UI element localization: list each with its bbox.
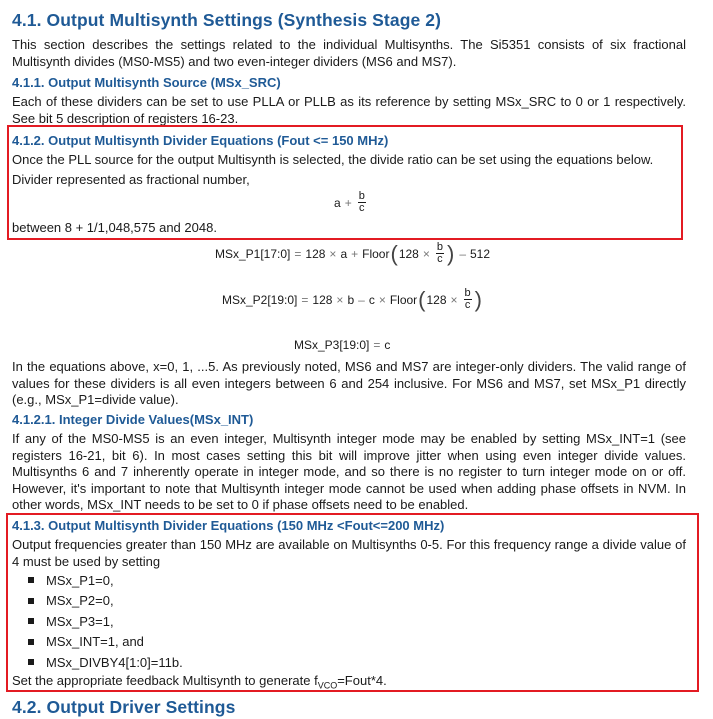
eq-p1-minus: –	[459, 246, 466, 261]
section-4-1-2-line2: Divider represented as fractional number,	[12, 172, 250, 187]
eq-p1-plus: +	[351, 246, 359, 261]
eq-p2-c: c	[368, 292, 375, 307]
list-item	[28, 632, 183, 653]
right-paren: )	[474, 286, 482, 312]
equation-p2	[222, 288, 483, 311]
footer-text-post: =Fout*4.	[337, 673, 387, 688]
eq-p2-minus: –	[358, 292, 365, 307]
eq-p1-equals: =	[294, 246, 302, 261]
list-item-text: MSx_P2=0,	[46, 593, 114, 609]
section-4-1-intro: This section describes the settings related to the individual Multisynths. The Si5351 consists of six fractional Multisynth divides (MS0-MS5) and two even-integer dividers (MS6 and MS7).	[12, 37, 686, 69]
eq-p1-lhs: MSx_P1[17:0]	[215, 246, 291, 261]
eq-p1-t2: 128	[398, 246, 419, 261]
eq-p1-fraction	[436, 242, 444, 265]
section-4-1-2-1-title: 4.1.2.1. Integer Divide Values(MSx_INT)	[12, 412, 254, 427]
plus-sign: +	[344, 195, 352, 210]
eq-p2-t2: 128	[426, 292, 447, 307]
section-4-1-3-title: 4.1.3. Output Multisynth Divider Equations (150 MHz <Fout<=200 MHz)	[12, 518, 445, 533]
eq-p2-lhs: MSx_P2[19:0]	[222, 292, 298, 307]
eq-p1-num: b	[436, 241, 443, 253]
eq-p2-times: ×	[336, 292, 344, 307]
list-item	[28, 652, 183, 673]
bullet-square-icon	[28, 598, 34, 604]
left-paren: (	[418, 286, 426, 312]
section-4-1-3-body: Output frequencies greater than 150 MHz are available on Multisynths 0-5. For this frequency range a divide value of 4 must be used by setting	[12, 537, 686, 569]
bullet-square-icon	[28, 577, 34, 583]
eq-p3-equals: =	[373, 338, 381, 352]
eq-p1-den: c	[437, 253, 443, 265]
section-4-2-title: 4.2. Output Driver Settings	[12, 697, 236, 717]
left-paren: (	[390, 240, 398, 266]
eq-p3-lhs: MSx_P3[19:0]	[294, 338, 370, 352]
section-4-1-1-title: 4.1.1. Output Multisynth Source (MSx_SRC)	[12, 75, 281, 90]
section-4-1-title: 4.1. Output Multisynth Settings (Synthesis Stage 2)	[12, 10, 442, 30]
list-item	[28, 591, 183, 612]
footer-subscript: VCO	[317, 680, 338, 691]
eq-p2-t1: 128	[312, 292, 333, 307]
eq-p2-b: b	[347, 292, 355, 307]
bullet-square-icon	[28, 659, 34, 665]
section-4-1-2-line1: Once the PLL source for the output Multisynth is selected, the divide ratio can be set using the equations below.	[12, 152, 654, 167]
fraction-a-plus-b-over-c	[334, 191, 368, 214]
var-a: a	[334, 195, 341, 210]
list-item-text: MSx_DIVBY4[1:0]=11b.	[46, 654, 183, 670]
eq-p1-t3: 512	[470, 246, 491, 261]
footer-text-pre: Set the appropriate feedback Multisynth to generate f	[12, 673, 318, 688]
list-item	[28, 570, 183, 591]
eq-p2-den: c	[464, 299, 471, 311]
eq-p3-rhs: c	[384, 338, 391, 352]
eq-p1-floor: Floor	[362, 246, 390, 261]
denominator-c: c	[359, 202, 365, 214]
eq-p1-t1: 128	[305, 246, 326, 261]
section-4-1-3-footer	[12, 673, 387, 694]
eq-p2-fraction	[464, 288, 472, 311]
bullet-square-icon	[28, 639, 34, 645]
register-settings-list	[28, 570, 183, 673]
eq-p2-floor: Floor	[389, 292, 418, 307]
eq-p1-times-2: ×	[422, 246, 430, 261]
list-item	[28, 611, 183, 632]
eq-p2-times-2: ×	[378, 292, 386, 307]
eq-p2-num: b	[464, 287, 471, 299]
section-4-1-1-body: Each of these dividers can be set to use PLLA or PLLB as its reference by setting MSx_SRC to 0 or 1 respectively. See bit 5 description of registers 16-23.	[12, 94, 686, 126]
eq-p1-a: a	[340, 246, 348, 261]
equation-p1	[215, 242, 490, 265]
eq-p2-times-3: ×	[450, 292, 458, 307]
bullet-square-icon	[28, 618, 34, 624]
eq-p2-equals: =	[301, 292, 309, 307]
list-item-text: MSx_INT=1, and	[46, 634, 144, 650]
equation-p3	[294, 338, 390, 352]
section-4-1-2-after: In the equations above, x=0, 1, ...5. As previously noted, MS6 and MS7 are integer-only dividers. The valid range of values for these dividers is all even integers between 6 and 254 inclusive. For MS6 and MS7, set MSx_P1 directly (e.g., MSx_P1=divide value).	[12, 359, 686, 407]
fraction	[358, 191, 366, 214]
section-4-1-2-range: between 8 + 1/1,048,575 and 2048.	[12, 220, 217, 235]
section-4-1-2-1-body: If any of the MS0-MS5 is an even integer, Multisynth integer mode may be enabled by setting MSx_INT=1 (see registers 16-21, bit 6). In most cases setting this bit will improve jitter when using even integer divide values. Multisynths 6 and 7 inherently operate in integer mode, and so there is no register to turn integer mode on or off. However, it's important to note that Multisynth integer mode cannot be used when adding phase offsets in NVM. In other words, MSx_INT needs to be set to 0 if phase offsets need to be enabled.	[12, 431, 686, 512]
numerator-b: b	[358, 190, 365, 202]
right-paren: )	[446, 240, 455, 266]
eq-p1-times: ×	[329, 246, 337, 261]
section-4-1-2-title: 4.1.2. Output Multisynth Divider Equations (Fout <= 150 MHz)	[12, 133, 389, 148]
list-item-text: MSx_P1=0,	[46, 572, 114, 588]
list-item-text: MSx_P3=1,	[46, 613, 114, 629]
